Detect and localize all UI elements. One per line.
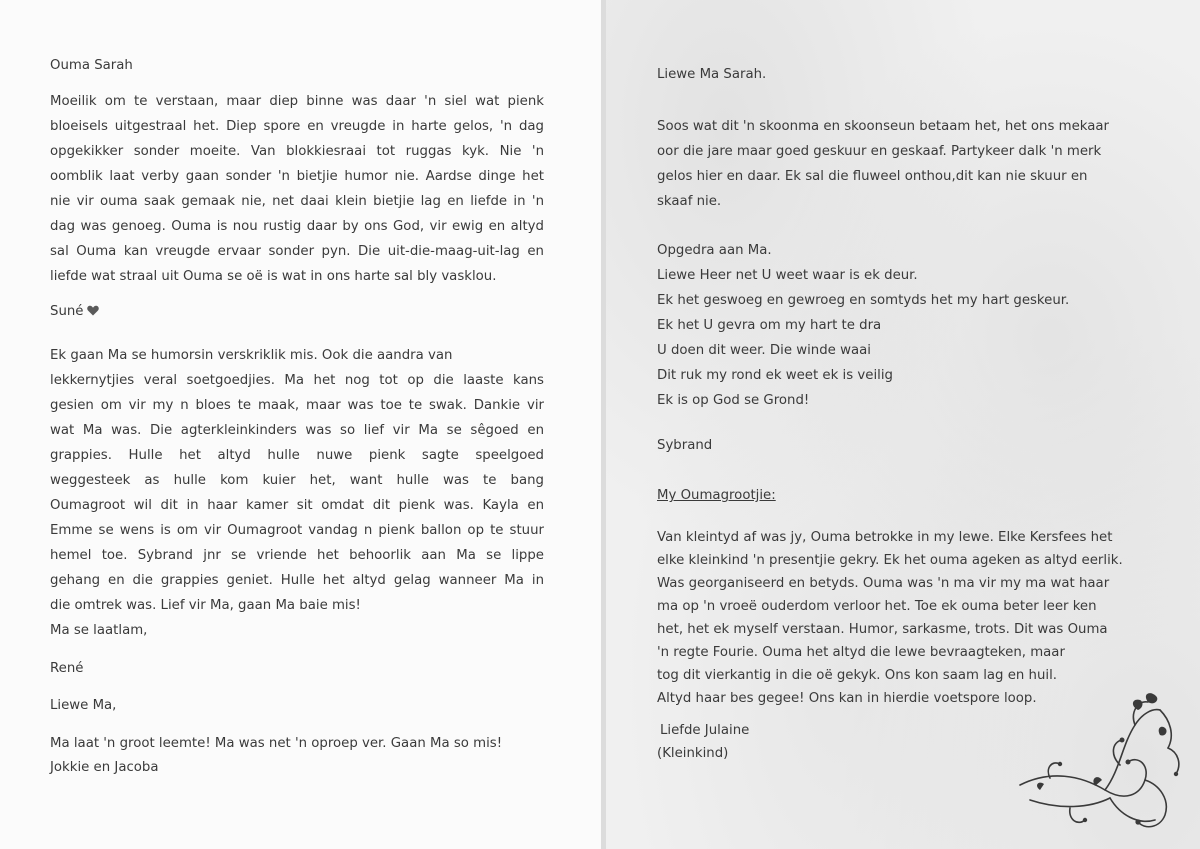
message-line: Ma laat 'n groot leemte! Ma was net 'n oproep ver. Gaan Ma so mis!	[50, 736, 503, 751]
signature-julaine: Liefde Julaine	[660, 723, 750, 738]
paragraph-line: dag was genoeg. Ouma is nou rustig daar by ons God, vir ewig en altyd	[50, 219, 544, 234]
signature-jokkie-jacoba: Jokkie en Jacoba	[50, 760, 159, 775]
paragraph-line: grappies. Hulle het altyd hulle nuwe pienk sagte speelgoed	[50, 448, 544, 463]
paragraph-line: gehang en die grappies geniet. Hulle het altyd gelag wanneer Ma in	[50, 573, 544, 588]
poem-line: Ek het geswoeg en gewroeg en somtyds het my hart geskeur.	[657, 293, 1070, 308]
paragraph-line: skaaf nie.	[657, 194, 722, 209]
paragraph-line: liefde wat straal uit Ouma se oë is wat in ons harte sal bly vasklou.	[50, 269, 497, 284]
paragraph-line: die omtrek was. Lief vir Ma, gaan Ma baie mis!	[50, 598, 361, 613]
signature-sune	[50, 303, 99, 321]
signature-note: (Kleinkind)	[657, 746, 729, 761]
paragraph-line: gelos hier en daar. Ek sal die fluweel onthou,dit kan nie skuur en	[657, 169, 1088, 184]
paragraph-line: Van kleintyd af was jy, Ouma betrokke in my lewe. Elke Kersfees het	[657, 530, 1113, 545]
paragraph-line: Moeilik om te verstaan, maar diep binne was daar 'n siel wat pienk	[50, 94, 544, 109]
signature-rene: René	[50, 661, 84, 676]
paragraph-line: nie vir ouma saak gemaak nie, net daai klein bietjie lag en liefde in 'n	[50, 194, 544, 209]
heading-my-oumagrootjie: My Oumagrootjie:	[657, 488, 776, 503]
poem-line: U doen dit weer. Die winde waai	[657, 343, 871, 358]
signature-sybrand: Sybrand	[657, 438, 713, 453]
paragraph-line: ma op 'n vroeë ouderdom verloor het. Toe ek ouma beter leer ken	[657, 599, 1097, 614]
paragraph-line: Oumagroot wil dit in haar kamer sit omdat dit pienk was. Kayla en	[50, 498, 544, 513]
paragraph-line: Emme se wens is om vir Oumagroot vandag n pienk ballon op te stuur	[50, 523, 544, 538]
paragraph-line: tog dit vierkantig in die oë gekyk. Ons kon saam lag en huil.	[657, 668, 1058, 683]
paragraph-line: Soos wat dit 'n skoonma en skoonseun betaam het, het ons mekaar	[657, 119, 1109, 134]
paragraph-line: oor die jare maar goed geskuur en geskaaf. Partykeer dalk 'n merk	[657, 144, 1102, 159]
paragraph-line: Ek gaan Ma se humorsin verskriklik mis. Ook die aandra van	[50, 348, 453, 363]
paragraph-line: Was georganiseerd en betyds. Ouma was 'n ma vir my ma wat haar	[657, 576, 1110, 591]
left-heading: Ouma Sarah	[50, 58, 133, 73]
paragraph-line: 'n regte Fourie. Ouma het altyd die lewe bevraagteken, maar	[657, 645, 1065, 660]
heart-icon	[87, 305, 99, 316]
paragraph-line: opgekikker sonder moeite. Van blokkiesraai tot ruggas kyk. Nie 'n	[50, 144, 544, 159]
greeting-liewe-ma: Liewe Ma,	[50, 698, 117, 713]
paragraph-line: hemel toe. Sybrand jnr se vriende het behoorlik aan Ma se lippe	[50, 548, 544, 563]
paragraph-line: weggesteek as hulle kom kuier het, want hulle was te bang	[50, 473, 544, 488]
dedication-heading: Opgedra aan Ma.	[657, 243, 772, 258]
paragraph-line: gesien om vir my n bloes te maak, maar was toe te swak. Dankie vir	[50, 398, 544, 413]
greeting-liewe-ma-sarah: Liewe Ma Sarah.	[657, 67, 767, 82]
paragraph-line: het, het ek myself verstaan. Humor, sarkasme, trots. Dit was Ouma	[657, 622, 1108, 637]
paragraph-line: bloeisels uitgestraal het. Diep spore en vreugde in harte gelos, 'n dag	[50, 119, 544, 134]
signature-text: Suné	[50, 304, 84, 319]
paragraph-line: oomblik laat verby gaan sonder 'n bietjie humor nie. Aardse dinge het	[50, 169, 544, 184]
paragraph-line: elke kleinkind 'n presentjie gekry. Ek het ouma ageken as altyd eerlik.	[657, 553, 1123, 568]
paragraph-line: sal Ouma kan vreugde ervaar sonder pyn. Die uit-die-maag-uit-lag en	[50, 244, 544, 259]
poem-line: Ek het U gevra om my hart te dra	[657, 318, 882, 333]
paragraph-line: lekkernytjies veral soetgoedjies. Ma het nog tot op die laaste kans	[50, 373, 544, 388]
closing-line: Ma se laatlam,	[50, 623, 148, 638]
paragraph-line: wat Ma was. Die agterkleinkinders was so lief vir Ma se sêgoed en	[50, 423, 544, 438]
paragraph-line: Altyd haar bes gegee! Ons kan in hierdie voetspore loop.	[657, 691, 1037, 706]
floral-swirl-ornament	[1010, 690, 1190, 840]
poem-line: Ek is op God se Grond!	[657, 393, 810, 408]
poem-line: Dit ruk my rond ek weet ek is veilig	[657, 368, 893, 383]
poem-line: Liewe Heer net U weet waar is ek deur.	[657, 268, 918, 283]
